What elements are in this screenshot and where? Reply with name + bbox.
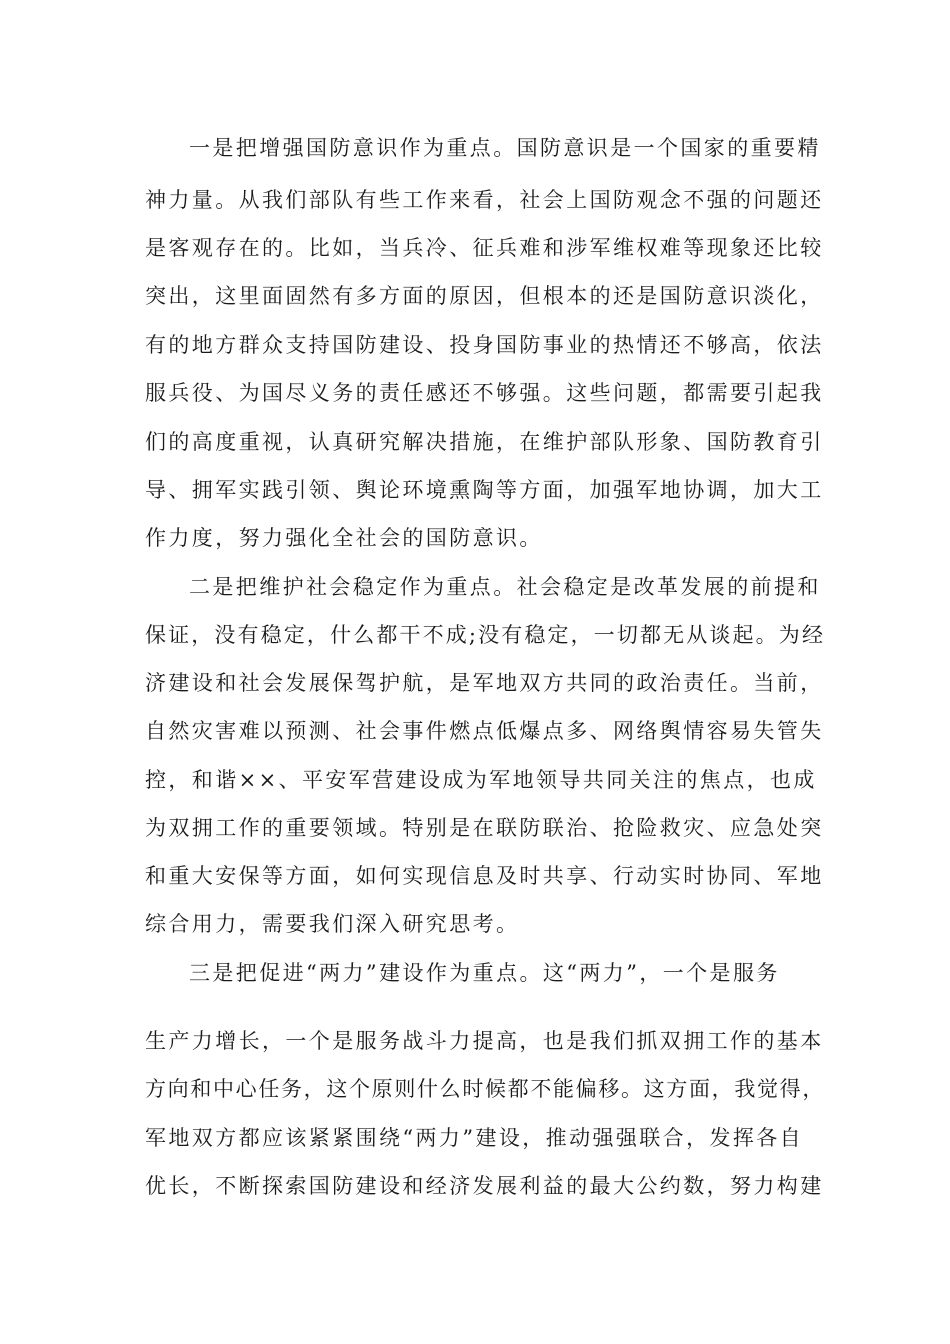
paragraph-line: 综合用力，需要我们深入研究思考。 bbox=[145, 912, 520, 936]
paragraph-line: 三是把促进“两力”建设作为重点。这“两力”，一个是服务 bbox=[189, 961, 780, 985]
paragraph-line: 二是把维护社会稳定作为重点。社会稳定是改革发展的前提和 bbox=[189, 575, 821, 599]
paragraph-line: 突出，这里面固然有多方面的原因，但根本的还是国防意识淡化， bbox=[145, 284, 824, 308]
paragraph-line: 服兵役、为国尽义务的责任感还不够强。这些问题，都需要引起我 bbox=[145, 381, 824, 405]
paragraph-line: 们的高度重视，认真研究解决措施，在维护部队形象、国防教育引 bbox=[145, 430, 824, 454]
paragraph-line: 保证，没有稳定，什么都干不成;没有稳定，一切都无从谈起。为经 bbox=[145, 623, 825, 647]
paragraph-line: 生产力增长，一个是服务战斗力提高，也是我们抓双拥工作的基本 bbox=[145, 1029, 824, 1053]
paragraph-line: 导、拥军实践引领、舆论环境熏陶等方面，加强军地协调，加大工 bbox=[145, 478, 824, 502]
paragraph-line: 控，和谐××、平安军营建设成为军地领导共同关注的焦点，也成 bbox=[145, 768, 817, 792]
paragraph-line: 优长，不断探索国防建设和经济发展利益的最大公约数，努力构建 bbox=[145, 1174, 824, 1198]
paragraph-line: 神力量。从我们部队有些工作来看，社会上国防观念不强的问题还 bbox=[145, 188, 824, 212]
paragraph-line: 方向和中心任务，这个原则什么时候都不能偏移。这方面，我觉得， bbox=[145, 1077, 825, 1101]
paragraph-line: 军地双方都应该紧紧围绕“两力”建设，推动强强联合，发挥各自 bbox=[145, 1126, 804, 1150]
paragraph-line: 一是把增强国防意识作为重点。国防意识是一个国家的重要精 bbox=[189, 136, 821, 160]
paragraph-line: 为双拥工作的重要领域。特别是在联防联治、抢险救灾、应急处突 bbox=[145, 816, 824, 840]
paragraph-line: 作力度，努力强化全社会的国防意识。 bbox=[145, 526, 543, 550]
paragraph-line: 济建设和社会发展保驾护航，是军地双方共同的政治责任。当前， bbox=[145, 671, 824, 695]
paragraph-line: 是客观存在的。比如，当兵冷、征兵难和涉军维权难等现象还比较 bbox=[145, 236, 824, 260]
paragraph-line: 自然灾害难以预测、社会事件燃点低爆点多、网络舆情容易失管失 bbox=[145, 719, 824, 743]
paragraph-line: 和重大安保等方面，如何实现信息及时共享、行动实时协同、军地 bbox=[145, 864, 824, 888]
paragraph-line: 有的地方群众支持国防建设、投身国防事业的热情还不够高，依法 bbox=[145, 333, 824, 357]
